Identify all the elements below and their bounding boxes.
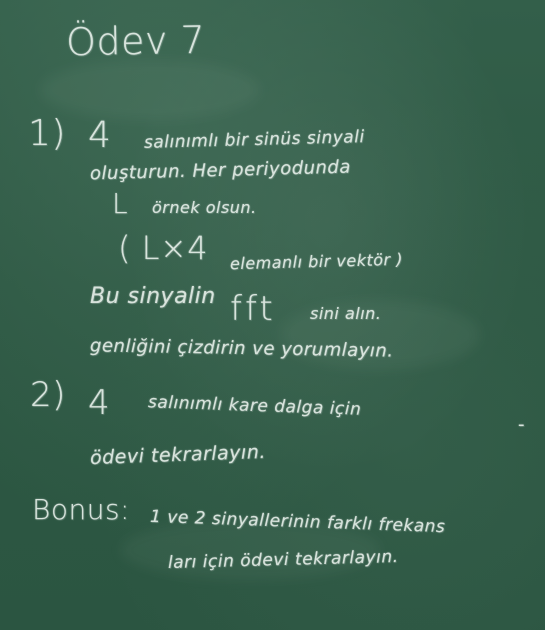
task-2-number: 2) bbox=[30, 375, 66, 415]
bonus-line-2: ları için ödevi tekrarlayın. bbox=[167, 546, 399, 574]
chalk-smudge bbox=[40, 60, 260, 120]
task-1-line-1: salınımlı bir sinüs sinyali bbox=[143, 127, 365, 153]
task-2-dash: - bbox=[518, 414, 525, 435]
task-2-line-1: salınımlı kare dalga için bbox=[147, 392, 362, 420]
task-1-line-3: örnek olsun. bbox=[152, 198, 257, 217]
task-1-line-5-start: Bu sinyalin bbox=[90, 284, 216, 309]
page-title: Ödev 7 bbox=[65, 17, 206, 65]
task-1-line-4: elemanlı bir vektör ) bbox=[229, 249, 404, 274]
task-2-line-1-count: 4 bbox=[88, 383, 111, 423]
task-1-line-1-count: 4 bbox=[88, 115, 112, 156]
task-1-line-4-formula: ( L×4 bbox=[118, 229, 209, 267]
bonus-label: Bonus: bbox=[32, 493, 130, 526]
task-1-line-2: oluşturun. Her periyodunda bbox=[89, 156, 352, 185]
task-1-line-3-letter: L bbox=[112, 187, 129, 220]
task-2-line-2: ödevi tekrarlayın. bbox=[89, 440, 267, 470]
task-1-line-6: genliğini çizdirin ve yorumlayın. bbox=[89, 335, 394, 362]
task-1-number: 1) bbox=[28, 113, 66, 154]
task-1-line-5: sini alın. bbox=[310, 304, 382, 323]
bonus-line-1: 1 ve 2 sinyallerinin farklı frekans bbox=[149, 506, 446, 538]
task-1-line-5-fft: fft bbox=[230, 289, 276, 329]
